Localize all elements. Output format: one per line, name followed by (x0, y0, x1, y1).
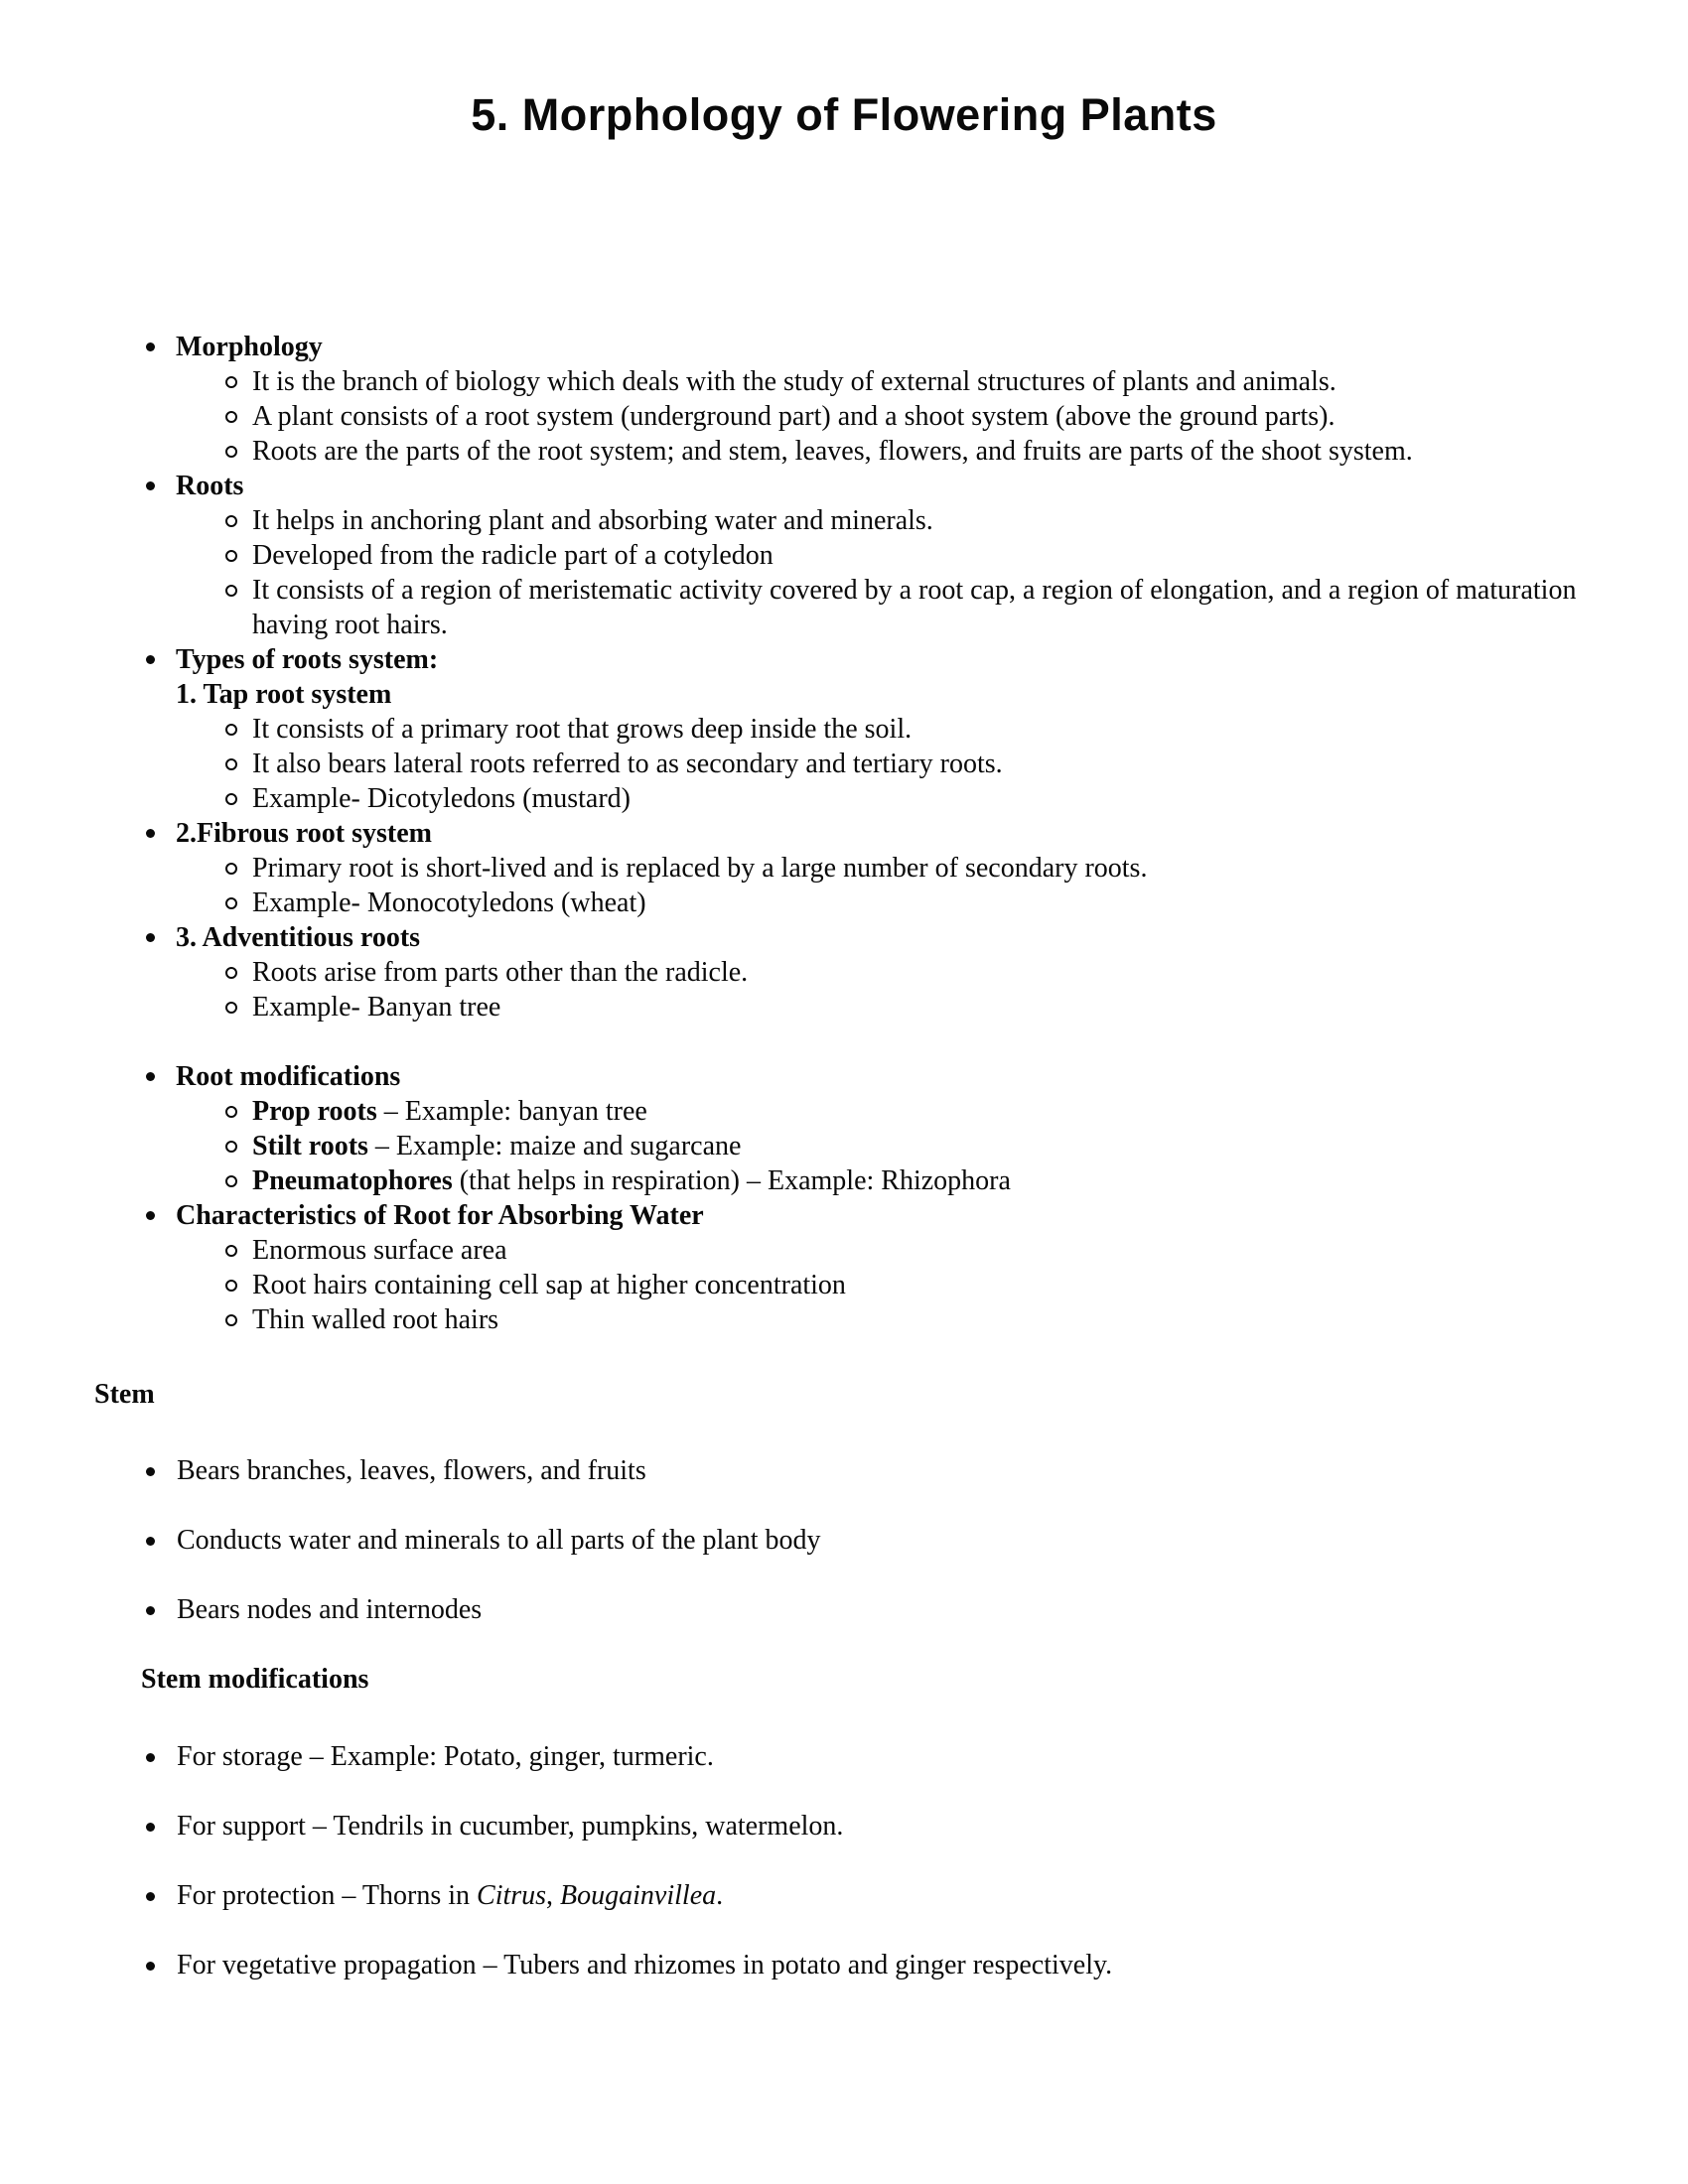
list-item-text: . (716, 1880, 724, 1911)
sub-item (221, 573, 1604, 642)
bullet-disc-icon (146, 1892, 155, 1901)
list-item (142, 1592, 1604, 1627)
sub-item-text: Example- Banyan tree (252, 992, 501, 1023)
bullet-disc-icon (146, 1753, 155, 1762)
bullet-circle-icon (225, 1245, 237, 1257)
bullet-disc-icon (146, 1823, 155, 1832)
sub-item-text: Thin walled root hairs (252, 1304, 499, 1335)
stem-section-heading: Stem (94, 1379, 155, 1410)
list-item-heading: Morphology (176, 332, 323, 362)
stem-modifications-heading: Stem modifications (141, 1664, 369, 1695)
list-item-heading: Characteristics of Root for Absorbing Water (176, 1200, 704, 1231)
sub-item-text: Primary root is short-lived and is replaced by a large number of secondary roots. (252, 853, 1148, 884)
bullet-circle-icon (225, 967, 237, 979)
list-item (142, 1878, 1604, 1913)
sub-item (221, 712, 1604, 747)
bullet-disc-icon (146, 1072, 155, 1081)
stem-bullet-list (142, 1453, 1604, 1627)
bullet-circle-icon (225, 724, 237, 736)
sub-item (221, 990, 1604, 1024)
sub-item-text: (that helps in respiration) – Example: Rhizophora (452, 1165, 1011, 1196)
list-item (142, 1809, 1604, 1843)
list-item-morphology (144, 330, 1604, 364)
sub-item-text: Root hairs containing cell sap at higher concentration (252, 1270, 846, 1300)
list-item-text: Bears nodes and internodes (177, 1594, 483, 1625)
sub-item-term: Stilt roots (252, 1131, 368, 1161)
bullet-disc-icon (146, 829, 155, 838)
bullet-circle-icon (225, 376, 237, 388)
bullet-disc-icon (146, 1537, 155, 1546)
bullet-disc-icon (146, 1606, 155, 1615)
sub-item (221, 747, 1604, 781)
sub-item (221, 399, 1604, 434)
sub-item-text: It consists of a region of meristematic activity covered by a root cap, a region of elongation, and a region of maturation having root hairs. (252, 575, 1577, 640)
list-item-text: For storage – Example: Potato, ginger, turmeric. (177, 1741, 714, 1772)
sub-item (221, 1163, 1604, 1198)
list-item-subheading: 1. Tap root system (176, 679, 392, 710)
sub-item-text: It consists of a primary root that grows deep inside the soil. (252, 714, 913, 745)
list-item-heading: 2.Fibrous root system (176, 818, 432, 849)
bullet-circle-icon (225, 1314, 237, 1326)
sub-item (221, 1268, 1604, 1302)
sub-item-text: Roots are the parts of the root system; and stem, leaves, flowers, and fruits are parts of the shoot system. (252, 436, 1413, 467)
list-item-heading: 3. Adventitious roots (176, 922, 421, 953)
sub-item-text: Example- Dicotyledons (mustard) (252, 783, 632, 814)
list-item (142, 1739, 1604, 1774)
sub-item (221, 1302, 1604, 1337)
bullet-disc-icon (146, 1962, 155, 1971)
stem-modifications-list (142, 1739, 1604, 1982)
bullet-circle-icon (225, 411, 237, 423)
sub-item (221, 886, 1604, 920)
list-item-fibrous (144, 816, 1604, 851)
outline-list (144, 330, 1604, 1337)
sub-item (221, 955, 1604, 990)
sub-item (221, 434, 1604, 469)
list-item-heading: Roots (176, 471, 244, 501)
sub-item-text: Developed from the radicle part of a cotyledon (252, 540, 774, 571)
sub-item-text: Roots arise from parts other than the radicle. (252, 957, 749, 988)
bullet-circle-icon (225, 1175, 237, 1187)
sub-item (221, 851, 1604, 886)
sub-item-text: A plant consists of a root system (underground part) and a shoot system (above the ground parts). (252, 401, 1336, 432)
bullet-circle-icon (225, 1002, 237, 1014)
sub-item (221, 1094, 1604, 1129)
sub-item-term: Prop roots (252, 1096, 377, 1127)
sub-item (221, 364, 1604, 399)
sub-item-text: It is the branch of biology which deals with the study of external structures of plants and animals. (252, 366, 1336, 397)
bullet-circle-icon (225, 446, 237, 458)
sub-item-term: Pneumatophores (252, 1165, 453, 1196)
bullet-circle-icon (225, 585, 237, 597)
bullet-disc-icon (146, 342, 155, 351)
bullet-circle-icon (225, 515, 237, 527)
list-item-text: For vegetative propagation – Tubers and rhizomes in potato and ginger respectively. (177, 1950, 1113, 1980)
list-item-roots (144, 469, 1604, 503)
sub-item (221, 1233, 1604, 1268)
bullet-circle-icon (225, 1280, 237, 1292)
bullet-disc-icon (146, 933, 155, 942)
bullet-circle-icon (225, 550, 237, 562)
bullet-circle-icon (225, 1106, 237, 1118)
bullet-disc-icon (146, 655, 155, 664)
bullet-circle-icon (225, 1141, 237, 1153)
sub-item (221, 781, 1604, 816)
bullet-disc-icon (146, 481, 155, 490)
sub-item-text: It helps in anchoring plant and absorbing water and minerals. (252, 505, 933, 536)
list-item-heading: Types of roots system: (176, 644, 439, 675)
sub-item-text: It also bears lateral roots referred to as secondary and tertiary roots. (252, 749, 1003, 779)
list-item-adventitious (144, 920, 1604, 955)
bullet-circle-icon (225, 793, 237, 805)
sub-item-text: Enormous surface area (252, 1235, 507, 1266)
bullet-disc-icon (146, 1211, 155, 1220)
bullet-circle-icon (225, 758, 237, 770)
list-item-text: , (546, 1880, 561, 1911)
sub-item-text: Example- Monocotyledons (wheat) (252, 887, 646, 918)
bullet-circle-icon (225, 863, 237, 875)
list-item-text: Conducts water and minerals to all parts of the plant body (177, 1525, 821, 1556)
list-item-heading: Root modifications (176, 1061, 401, 1092)
list-item (142, 1948, 1604, 1982)
list-item (142, 1523, 1604, 1558)
list-item-italic-term: Citrus (477, 1880, 547, 1911)
sub-item (221, 1129, 1604, 1163)
sub-item-text: – Example: banyan tree (376, 1096, 647, 1127)
sub-item (221, 503, 1604, 538)
sub-item (221, 538, 1604, 573)
list-item-text: Bears branches, leaves, flowers, and fruits (177, 1455, 646, 1486)
list-item (142, 1453, 1604, 1488)
sub-item-text: – Example: maize and sugarcane (367, 1131, 742, 1161)
list-item-characteristics (144, 1198, 1604, 1233)
list-item-text: For support – Tendrils in cucumber, pumpkins, watermelon. (177, 1811, 844, 1842)
list-item-types-of-roots (144, 642, 1604, 712)
bullet-circle-icon (225, 897, 237, 909)
page-title: 5. Morphology of Flowering Plants (471, 89, 1217, 140)
list-item-italic-term: Bougainvillea (560, 1880, 717, 1911)
list-item-text: For protection – Thorns in (177, 1880, 478, 1911)
list-item-root-modifications (144, 1059, 1604, 1094)
bullet-disc-icon (146, 1467, 155, 1476)
